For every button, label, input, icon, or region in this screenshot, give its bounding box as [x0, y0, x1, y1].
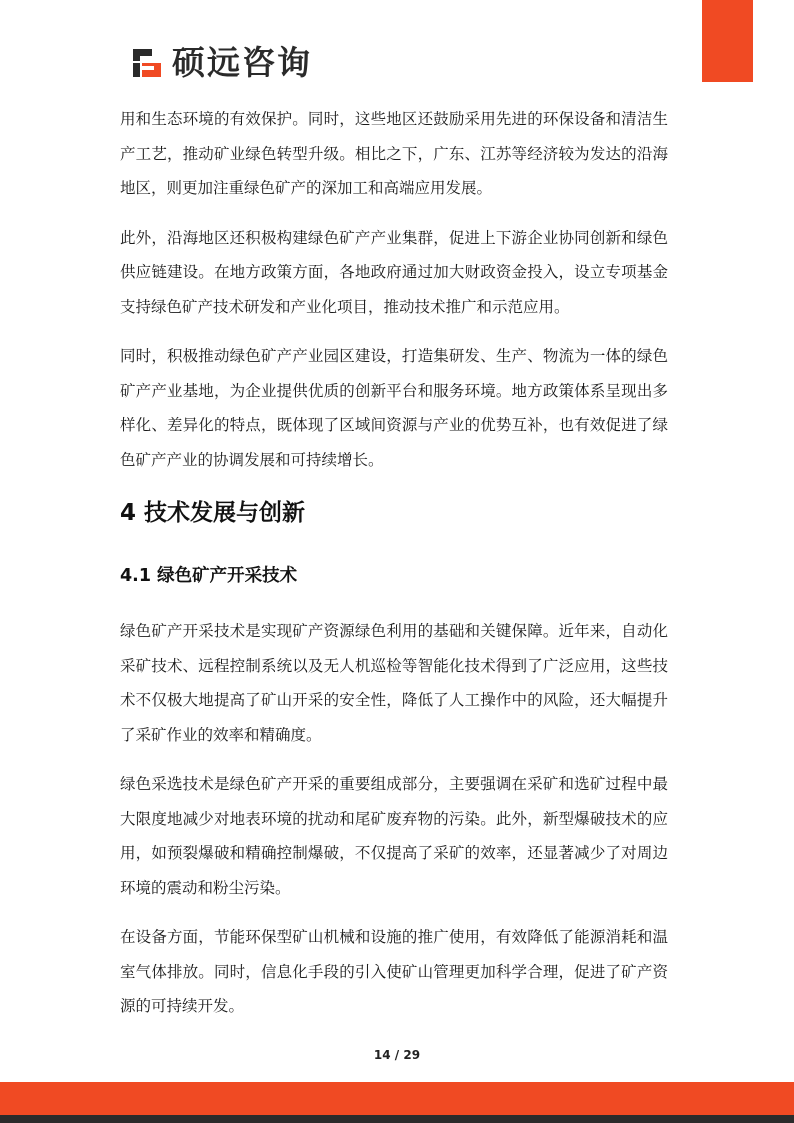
subsection-heading: 4.1 绿色矿产开采技术 [120, 566, 298, 586]
section-heading: 4 技术发展与创新 [120, 500, 306, 526]
paragraph: 同时，积极推动绿色矿产产业园区建设，打造集研发、生产、物流为一体的绿色矿产产业基地，为企业提供优质的创新平台和服务环境。地方政策体系呈现出多样化、差异化的特点，既体现了区域间资源与产业的优势互补，也有效促进了绿色矿产产业的协调发展和可持续增长。 [120, 347, 668, 469]
logo-mark-icon [130, 46, 164, 80]
top-body-text [120, 102, 668, 492]
paragraph: 此外，沿海地区还积极构建绿色矿产产业集群，促进上下游企业协同创新和绿色供应链建设。在地方政策方面，各地政府通过加大财政资金投入，设立专项基金支持绿色矿产技术研发和产业化项目，推动技术推广和示范应用。 [120, 228, 668, 316]
footer-dark-line [0, 1115, 794, 1123]
paragraph: 绿色采选技术是绿色矿产开采的重要组成部分，主要强调在采矿和选矿过程中最大限度地减少对地表环境的扰动和尾矿废弃物的污染。此外，新型爆破技术的应用，如预裂爆破和精确控制爆破，不仅提高了采矿的效率，还显著减少了对周边环境的震动和粉尘污染。 [120, 775, 668, 897]
paragraph: 在设备方面，节能环保型矿山机械和设施的推广使用，有效降低了能源消耗和温室气体排放。同时，信息化手段的引入使矿山管理更加科学合理，促进了矿产资源的可持续开发。 [120, 928, 668, 1015]
paragraph: 用和生态环境的有效保护。同时，这些地区还鼓励采用先进的环保设备和清洁生产工艺，推动矿业绿色转型升级。相比之下，广东、江苏等经济较为发达的沿海地区，则更加注重绿色矿产的深加工和高端应用发展。 [120, 110, 668, 197]
page-number: 14 / 29 [373, 1048, 421, 1062]
paragraph: 绿色矿产开采技术是实现矿产资源绿色利用的基础和关键保障。近年来，自动化采矿技术、远程控制系统以及无人机巡检等智能化技术得到了广泛应用，这些技术不仅极大地提高了矿山开采的安全性，降低了人工操作中的风险，还大幅提升了采矿作业的效率和精确度。 [120, 622, 668, 744]
header-accent-block [702, 0, 753, 82]
company-logo [130, 44, 312, 82]
bottom-body-text [120, 614, 668, 1039]
footer-accent-bar [0, 1082, 794, 1115]
logo-text: 硕远咨询 [172, 43, 312, 82]
